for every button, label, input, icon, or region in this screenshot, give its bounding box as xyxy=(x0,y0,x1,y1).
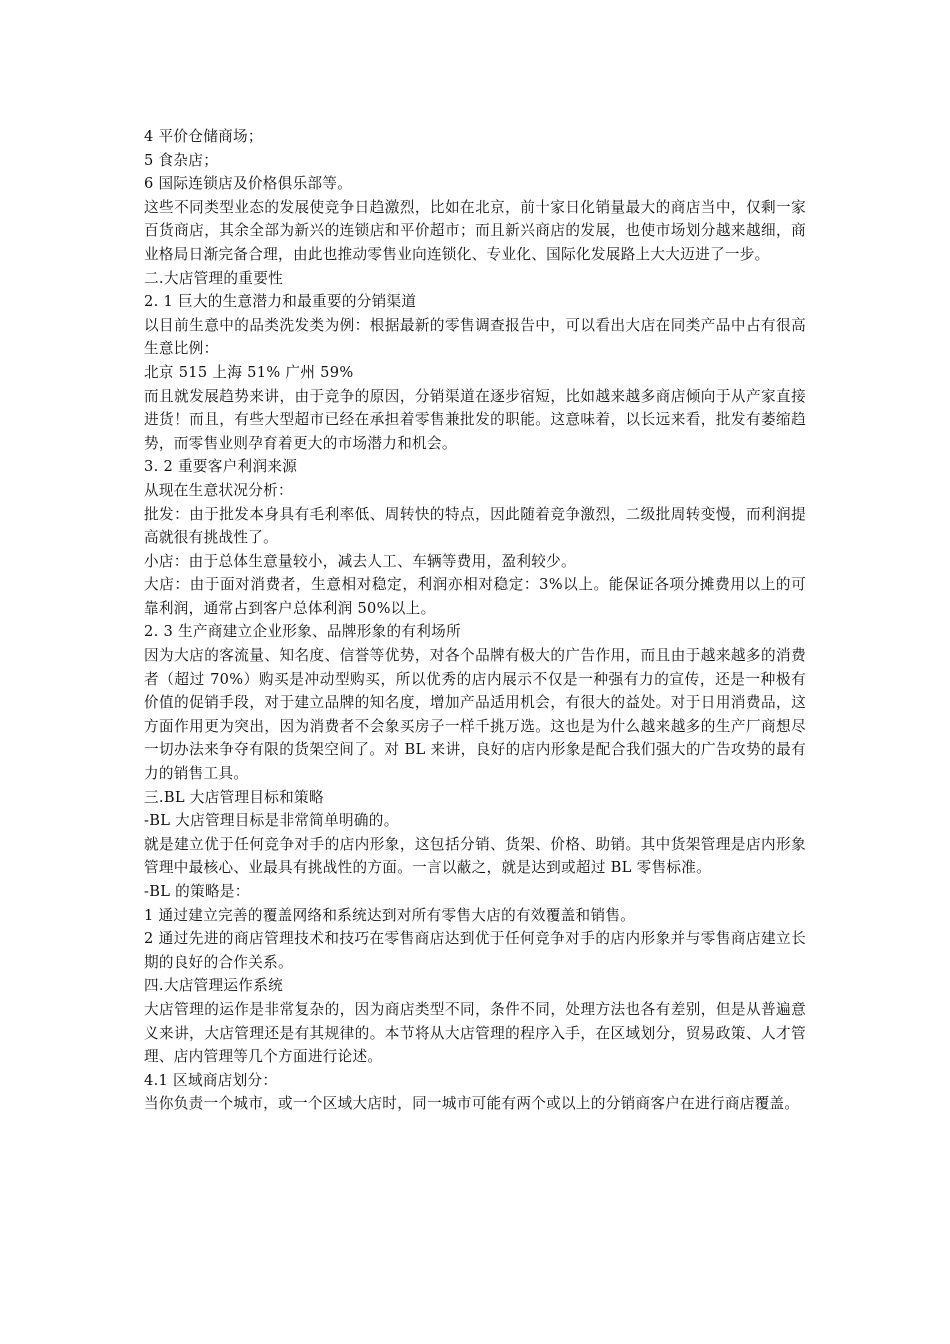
paragraph: 大店：由于面对消费者，生意相对稳定，利润亦相对稳定：3%以上。能保证各项分摊费用以上的可靠利润，通常占到客户总体利润 50%以上。 xyxy=(144,576,806,617)
paragraph: 批发：由于批发本身具有毛利率低、周转快的特点，因此随着竞争激烈，二级批周转变慢，而利润提高就很有挑战性了。 xyxy=(144,505,806,547)
paragraph: -BL 的策略是： xyxy=(144,883,250,900)
section-heading: 四.大店管理运作系统 xyxy=(144,977,283,995)
paragraph: 因为大店的客流量、知名度、信誉等优势，对各个品牌有极大的广告作用，而且由于越来越多的消费者（超过 70%）购买是冲动型购买，所以优秀的店内展示不仅是一种强有力的宣传，还是一种极有价值的促销手段，对于建立品牌的知名度，增加产品适用机会，有很大的益处。对于日用消费品，这方面作用更为突出，因为消费者不会象买房子一样千挑万选。这也是为什么越来越多的生产厂商想尽一切办法来争夺有限的货架空间了。对 BL 来讲，良好的店内形象是配合我们强大的广告攻势的最有力的销售工具。 xyxy=(144,647,806,783)
subsection-heading: 4.1 区域商店划分： xyxy=(144,1071,278,1089)
paragraph: 从现在生意状况分析： xyxy=(144,481,293,499)
list-item: 2 通过先进的商店管理技术和技巧在零售商店达到优于任何竞争对手的店内形象并与零售商店建立长期的良好的合作关系。 xyxy=(144,930,806,971)
paragraph: 当你负责一个城市，或一个区域大店时，同一城市可能有两个或以上的分销商客户在进行商店覆盖。 xyxy=(144,1095,800,1113)
paragraph: 大店管理的运作是非常复杂的，因为商店类型不同，条件不同，处理方法也各有差别，但是从普遍意义来讲，大店管理还是有其规律的。本节将从大店管理的程序入手，在区域划分，贸易政策、人才管理、店内管理等几个方面进行论述。 xyxy=(144,1000,806,1066)
list-item: 4 平价仓储商场； xyxy=(144,128,263,145)
paragraph: 就是建立优于任何竞争对手的店内形象，这包括分销、货架、价格、助销。其中货架管理是店内形象管理中最核心、业最具有挑战性的方面。一言以蔽之，就是达到或超过 BL 零售标准。 xyxy=(144,835,806,877)
subsection-heading: 2. 1 巨大的生意潜力和最重要的分销渠道 xyxy=(144,293,417,311)
subsection-heading: 3. 2 重要客户利润来源 xyxy=(144,458,298,476)
paragraph: -BL 大店管理目标是非常简单明确的。 xyxy=(144,812,399,830)
section-heading: 三.BL 大店管理目标和策略 xyxy=(144,788,324,806)
paragraph: 以目前生意中的品类洗发类为例：根据最新的零售调查报告中，可以看出大店在同类产品中占有很高生意比例： xyxy=(144,316,806,358)
list-item: 1 通过建立完善的覆盖网络和系统达到对所有零售大店的有效覆盖和销售。 xyxy=(144,906,636,924)
paragraph: 而且就发展趋势来讲，由于竞争的原因，分销渠道在逐步宿短，比如越来越多商店倾向于从产家直接进货！而且，有些大型超市已经在承担着零售兼批发的职能。这意味着，以长远来看，批发有萎缩趋势，而零售业则孕育着更大的市场潜力和机会。 xyxy=(144,387,806,452)
paragraph: 这些不同类型业态的发展使竞争日趋激烈，比如在北京，前十家日化销量最大的商店当中，仅剩一家百货商店，其余全部为新兴的连锁店和平价超市；而且新兴商店的发展，也使市场划分越来越细，商业格局日渐完备合理，由此也推动零售业向连锁化、专业化、国际化发展路上大大迈进了一步。 xyxy=(144,198,806,263)
statistic-line: 北京 515 上海 51% 广州 59% xyxy=(144,363,354,381)
subsection-heading: 2. 3 生产商建立企业形象、品牌形象的有利场所 xyxy=(144,623,461,641)
list-item: 6 国际连锁店及价格俱乐部等。 xyxy=(144,175,353,193)
paragraph: 小店：由于总体生意量较小，减去人工、车辆等费用，盈利较少。 xyxy=(144,552,576,570)
document-body xyxy=(144,125,806,1116)
list-item: 5 食杂店； xyxy=(144,151,219,169)
section-heading: 二.大店管理的重要性 xyxy=(144,269,283,287)
